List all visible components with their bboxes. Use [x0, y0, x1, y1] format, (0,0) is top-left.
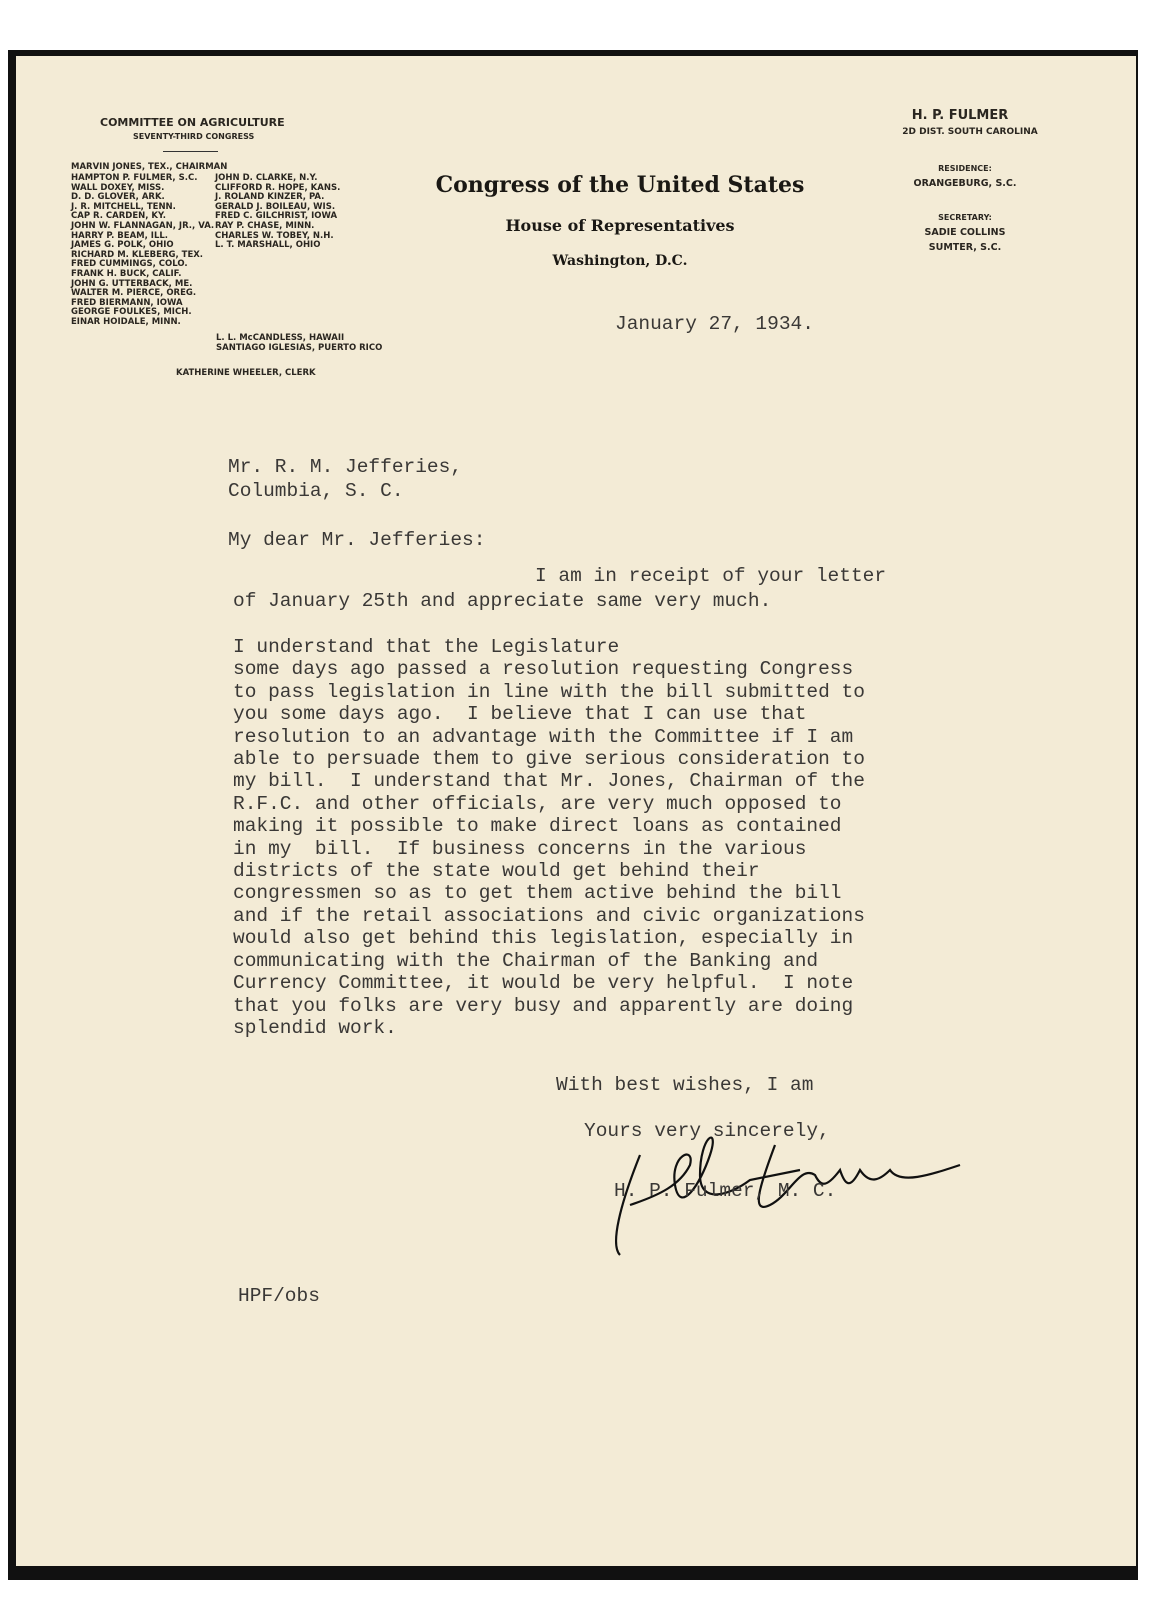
- text-line: WALTER M. PIERCE, OREG.: [71, 288, 197, 299]
- closing-wishes: With best wishes, I am: [556, 1074, 814, 1096]
- para1-line: of January 25th and appreciate same very much.: [233, 590, 772, 612]
- text-line: FRED BIERMANN, IOWA: [71, 297, 183, 308]
- text-line: SANTIAGO IGLESIAS, PUERTO RICO: [216, 342, 383, 353]
- closing-sincerely: Yours very sincerely,: [584, 1120, 830, 1142]
- text-line: GEORGE FOULKES, MICH.: [71, 307, 192, 318]
- members-left: [71, 174, 214, 328]
- text-line: making it possible to make direct loans as contained: [233, 815, 842, 838]
- text-line: districts of the state would get behind their: [233, 860, 760, 883]
- text-line: R.F.C. and other officials, are very much opposed to: [233, 792, 842, 815]
- addressee-name: Mr. R. M. Jefferies,: [228, 456, 463, 478]
- text-line: JOHN W. FLANNAGAN, JR., VA.: [71, 220, 215, 231]
- text-line: in my bill. If business concerns in the various: [233, 837, 807, 860]
- text-line: JAMES G. POLK, OHIO: [71, 240, 174, 251]
- letter-date: January 27, 1934.: [615, 313, 814, 335]
- text-line: D. D. GLOVER, ARK.: [71, 192, 165, 203]
- signer-name: H. P. Fulmer, M. C.: [614, 1180, 837, 1202]
- text-line: would also get behind this legislation, especially in: [233, 927, 854, 950]
- text-line: WALL DOXEY, MISS.: [71, 182, 165, 193]
- secretary-city: SUMTER, S.C.: [928, 242, 1002, 253]
- residence: ORANGEBURG, S.C.: [913, 178, 1017, 189]
- para1-line: I am in receipt of your letter: [535, 565, 887, 587]
- text-line: FRANK H. BUCK, CALIF.: [71, 268, 182, 279]
- text-line: JOHN D. CLARKE, N.Y.: [215, 173, 318, 183]
- committee-name: COMMITTEE ON AGRICULTURE: [100, 116, 285, 129]
- text-line: able to persuade them to give serious consideration to: [233, 748, 865, 771]
- text-line: CHARLES W. TOBEY, N.H.: [215, 230, 334, 241]
- member-name: H. P. FULMER: [911, 108, 1009, 123]
- secretary: SADIE COLLINS: [924, 227, 1006, 238]
- chairman: MARVIN JONES, TEX., CHAIRMAN: [71, 162, 228, 172]
- text-line: some days ago passed a resolution requesting Congress: [233, 658, 854, 681]
- text-line: CLIFFORD R. HOPE, KANS.: [215, 182, 341, 193]
- text-line: J. ROLAND KINZER, PA.: [215, 192, 325, 203]
- district: 2D DIST. SOUTH CAROLINA: [902, 127, 1038, 137]
- text-line: congressmen so as to get them active behind the bill: [233, 882, 842, 905]
- text-line: resolution to an advantage with the Committee if I am: [233, 725, 854, 748]
- text-line: that you folks are very busy and apparently are doing: [233, 994, 854, 1017]
- letterhead-city: Washington, D.C.: [552, 253, 688, 269]
- text-line: HARRY P. BEAM, ILL.: [71, 230, 169, 241]
- text-line: GERALD J. BOILEAU, WIS.: [215, 201, 336, 212]
- text-line: J. R. MITCHELL, TENN.: [71, 201, 176, 212]
- text-line: communicating with the Chairman of the Banking and: [233, 949, 819, 972]
- divider: [163, 151, 218, 152]
- text-line: my bill. I understand that Mr. Jones, Chairman of the: [233, 770, 865, 793]
- residence-label: RESIDENCE:: [938, 164, 992, 173]
- text-line: L. L. McCANDLESS, HAWAII: [216, 333, 345, 343]
- text-line: CAP R. CARDEN, KY.: [71, 211, 166, 222]
- congress-number: SEVENTY-THIRD CONGRESS: [133, 132, 255, 141]
- text-line: RICHARD M. KLEBERG, TEX.: [71, 249, 204, 260]
- text-line: L. T. MARSHALL, OHIO: [215, 240, 321, 251]
- text-line: EINAR HOIDALE, MINN.: [71, 316, 181, 327]
- letterhead-house: House of Representatives: [505, 216, 735, 235]
- secretary-label: SECRETARY:: [938, 213, 992, 222]
- addressee-city: Columbia, S. C.: [228, 480, 404, 502]
- text-line: HAMPTON P. FULMER, S.C.: [71, 173, 198, 183]
- delegates: [216, 334, 382, 353]
- members-right: [215, 174, 340, 251]
- text-line: I understand that the Legislature: [233, 636, 620, 658]
- text-line: FRED CUMMINGS, COLO.: [71, 259, 188, 270]
- text-line: splendid work.: [233, 1016, 397, 1039]
- text-line: you some days ago. I believe that I can use that: [233, 703, 807, 726]
- text-line: JOHN G. UTTERBACK, ME.: [71, 278, 193, 289]
- text-line: RAY P. CHASE, MINN.: [215, 220, 315, 231]
- text-line: Currency Committee, it would be very helpful. I note: [233, 972, 854, 995]
- letterhead-title: Congress of the United States: [435, 172, 805, 198]
- clerk: KATHERINE WHEELER, CLERK: [176, 368, 316, 378]
- salutation: My dear Mr. Jefferies:: [228, 529, 486, 551]
- text-line: to pass legislation in line with the bill submitted to: [233, 680, 865, 703]
- text-line: FRED C. GILCHRIST, IOWA: [215, 211, 338, 222]
- typist-initials: HPF/obs: [238, 1285, 320, 1307]
- paragraph-2: [233, 636, 865, 1039]
- text-line: and if the retail associations and civic organizations: [233, 904, 865, 927]
